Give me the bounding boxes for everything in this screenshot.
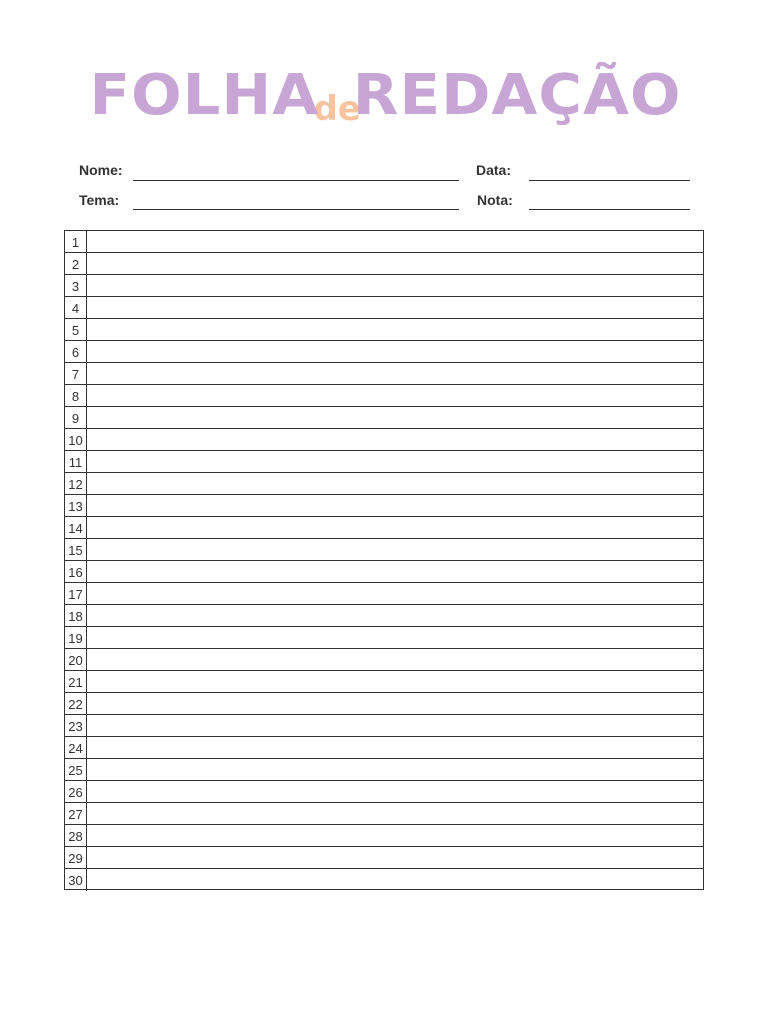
writing-line[interactable] — [65, 560, 703, 583]
writing-line[interactable] — [65, 648, 703, 671]
writing-line[interactable] — [65, 714, 703, 737]
writing-line[interactable] — [65, 252, 703, 275]
line-number: 30 — [65, 869, 87, 891]
writing-line[interactable] — [65, 450, 703, 473]
line-number: 27 — [65, 803, 87, 825]
line-number: 29 — [65, 847, 87, 869]
writing-line[interactable] — [65, 670, 703, 693]
line-number: 14 — [65, 517, 87, 539]
page-title — [0, 63, 768, 129]
writing-line[interactable] — [65, 296, 703, 319]
line-number: 18 — [65, 605, 87, 627]
writing-line[interactable] — [65, 516, 703, 539]
writing-line[interactable] — [65, 780, 703, 803]
writing-line[interactable] — [65, 274, 703, 297]
title-part-folha: FOLHA — [89, 63, 320, 128]
line-number: 17 — [65, 583, 87, 605]
topic-field[interactable] — [133, 209, 459, 210]
line-number: 7 — [65, 363, 87, 385]
writing-line[interactable] — [65, 340, 703, 363]
writing-line[interactable] — [65, 494, 703, 517]
writing-line[interactable] — [65, 406, 703, 429]
writing-line[interactable] — [65, 582, 703, 605]
line-number: 4 — [65, 297, 87, 319]
line-number: 6 — [65, 341, 87, 363]
writing-line[interactable] — [65, 868, 703, 891]
writing-line[interactable] — [65, 231, 703, 253]
writing-line[interactable] — [65, 758, 703, 781]
writing-line[interactable] — [65, 318, 703, 341]
writing-line[interactable] — [65, 692, 703, 715]
date-field[interactable] — [529, 180, 690, 181]
grade-label: Nota: — [477, 192, 513, 208]
writing-line[interactable] — [65, 626, 703, 649]
line-number: 3 — [65, 275, 87, 297]
line-number: 23 — [65, 715, 87, 737]
line-number: 16 — [65, 561, 87, 583]
writing-line[interactable] — [65, 824, 703, 847]
line-number: 2 — [65, 253, 87, 275]
date-label: Data: — [476, 162, 512, 178]
topic-label: Tema: — [79, 192, 120, 208]
writing-line[interactable] — [65, 362, 703, 385]
line-number: 19 — [65, 627, 87, 649]
line-number: 9 — [65, 407, 87, 429]
writing-line[interactable] — [65, 802, 703, 825]
name-field[interactable] — [133, 180, 459, 181]
writing-line[interactable] — [65, 384, 703, 407]
line-number: 10 — [65, 429, 87, 451]
writing-line[interactable] — [65, 846, 703, 869]
name-label: Nome: — [79, 162, 123, 178]
writing-line[interactable] — [65, 472, 703, 495]
writing-grid — [64, 230, 704, 890]
writing-line[interactable] — [65, 538, 703, 561]
writing-line[interactable] — [65, 604, 703, 627]
line-number: 25 — [65, 759, 87, 781]
line-number: 15 — [65, 539, 87, 561]
line-number: 1 — [65, 231, 87, 253]
line-number: 20 — [65, 649, 87, 671]
writing-line[interactable] — [65, 428, 703, 451]
line-number: 22 — [65, 693, 87, 715]
line-number: 13 — [65, 495, 87, 517]
line-number: 5 — [65, 319, 87, 341]
line-number: 24 — [65, 737, 87, 759]
line-number: 26 — [65, 781, 87, 803]
line-number: 11 — [65, 451, 87, 473]
title-part-redacao: REDAÇÃO — [352, 63, 682, 128]
line-number: 21 — [65, 671, 87, 693]
line-number: 28 — [65, 825, 87, 847]
line-number: 8 — [65, 385, 87, 407]
title-part-de: de — [313, 89, 361, 129]
grade-field[interactable] — [529, 209, 690, 210]
line-number: 12 — [65, 473, 87, 495]
writing-line[interactable] — [65, 736, 703, 759]
